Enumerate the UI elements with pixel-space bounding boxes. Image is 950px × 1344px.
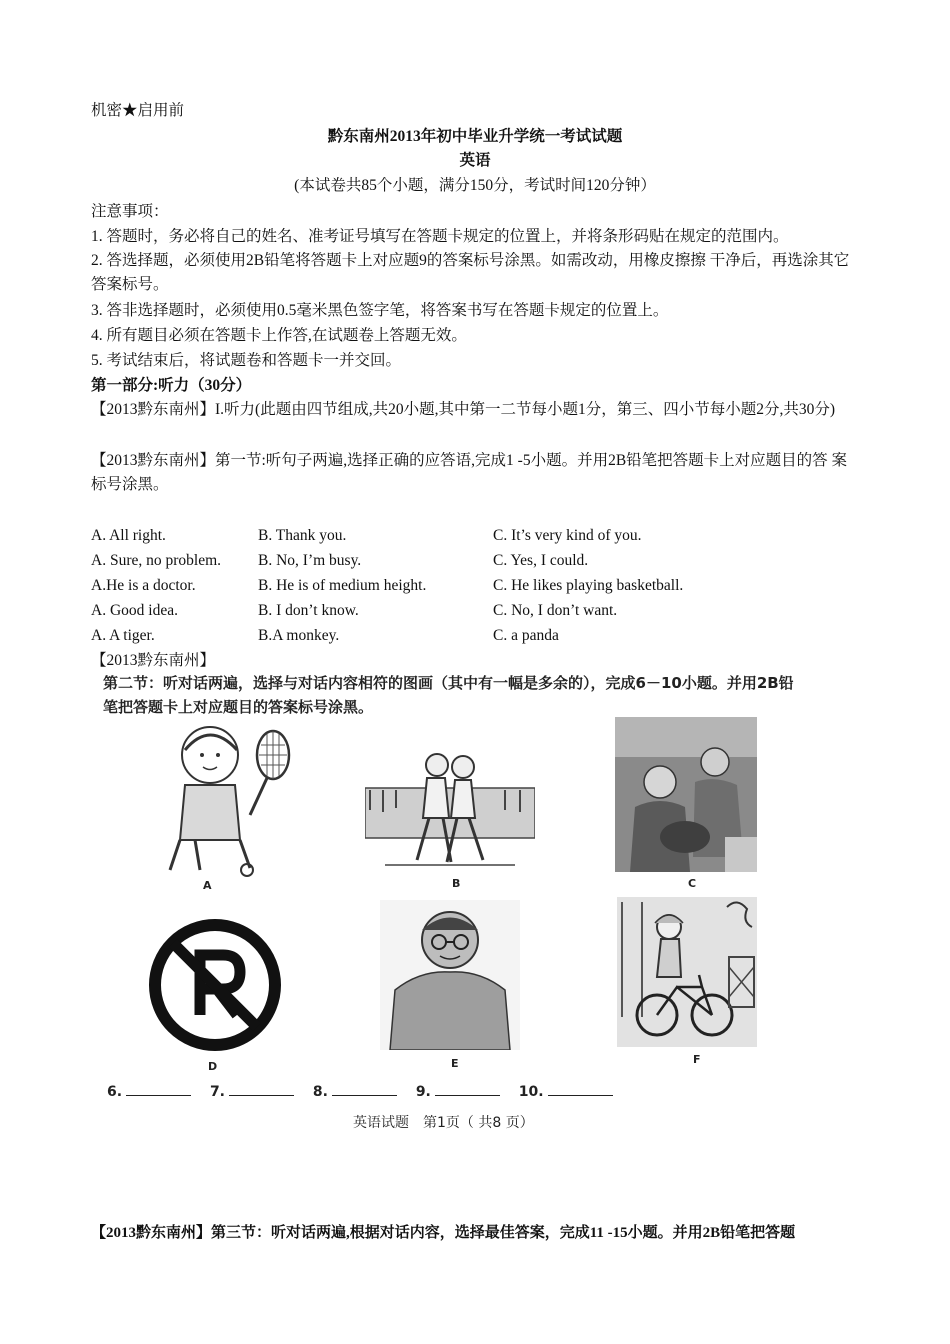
section2-instruction: 第二节：听对话两遍，选择与对话内容相符的图画（其中有一幅是多余的），完成6－10小题。并用2B铅笔把答题卡上对应题目的答案标号涂黑。 <box>103 674 794 716</box>
blank-9-line[interactable] <box>435 1083 500 1096</box>
q5-option-c: C. a panda <box>493 627 559 644</box>
q2-option-b: B. No, I’m busy. <box>258 552 362 569</box>
two-children-walking-icon <box>365 750 535 870</box>
picture-c-label: C <box>688 877 697 890</box>
page-footer: 英语试题 第1页（ 共8 页） <box>353 1115 534 1131</box>
blank-7-number: 7. <box>209 1084 225 1100</box>
picture-d-label: D <box>208 1060 218 1073</box>
blank-10-number: 10. <box>518 1084 544 1100</box>
note-1: 1. 答题时，务必将自己的姓名、准考证号填写在答题卡规定的位置上，并将条形码贴在规定的范围内。 <box>91 228 789 245</box>
q3-option-b: B. He is of medium height. <box>258 577 427 594</box>
section1-instruction: 【2013黔东南州】第一节:听句子两遍,选择正确的应答语,完成1 -5小题。并用2B铅笔把答题卡上对应题目的答 案标号涂黑。 <box>91 452 848 493</box>
q1-option-b: B. Thank you. <box>258 527 347 544</box>
section3-instruction: 【2013黔东南州】第三节：听对话两遍,根据对话内容，选择最佳答案，完成11 -15小题。并用2B铅笔把答题 <box>91 1225 796 1241</box>
scanned-section2 <box>95 665 815 1140</box>
exam-info: (本试卷共85个小题，满分150分，考试时间120分钟） <box>294 177 656 194</box>
confidential-label: 机密★启用前 <box>91 102 185 119</box>
girl-with-tennis-racket-icon <box>155 720 305 880</box>
note-5: 5. 考试结束后，将试题卷和答题卡一并交回。 <box>91 352 402 369</box>
q2-option-a: A. Sure, no problem. <box>91 552 222 569</box>
blank-9-number: 9. <box>415 1084 431 1100</box>
q2-option-c: C. Yes, I could. <box>493 552 589 569</box>
boy-riding-bicycle-icon <box>617 897 757 1047</box>
q3-option-a: A.He is a doctor. <box>91 577 196 594</box>
subject-title: 英语 <box>459 152 491 169</box>
blank-7-line[interactable] <box>229 1083 294 1096</box>
picture-f-label: F <box>693 1053 701 1066</box>
picture-e-label: E <box>451 1057 459 1070</box>
blank-10-line[interactable] <box>548 1083 613 1096</box>
section2-tag: 【2013黔东南州】 <box>91 652 216 669</box>
blank-8-line[interactable] <box>332 1083 397 1096</box>
blank-8-number: 8. <box>312 1084 328 1100</box>
part1-heading: 第一部分:听力（30分） <box>91 377 252 394</box>
notes-heading: 注意事项： <box>91 203 169 220</box>
q4-option-c: C. No, I don’t want. <box>493 602 618 619</box>
answer-blanks <box>107 1083 627 1100</box>
picture-a-label: A <box>203 879 212 892</box>
no-parking-sign-icon <box>145 915 285 1055</box>
q1-option-c: C. It’s very kind of you. <box>493 527 642 544</box>
blank-6-number: 6. <box>107 1084 123 1100</box>
q4-option-b: B. I don’t know. <box>258 602 359 619</box>
note-4: 4. 所有题目必须在答题卡上作答,在试题卷上答题无效。 <box>91 327 467 344</box>
q1-option-a: A. All right. <box>91 527 166 544</box>
note-3: 3. 答非选择题时，必须使用0.5毫米黑色签字笔，将答案书写在答题卡规定的位置上。 <box>91 302 669 319</box>
part1-intro: 【2013黔东南州】I.听力(此题由四节组成,共20小题,其中第一二节每小题1分，第三、四小节每小题2分,共30分) <box>91 401 835 418</box>
note-2: 2. 答选择题，必须使用2B铅笔将答题卡上对应题9的答案标号涂黑。如需改动，用橡皮擦擦 干净后，再选涂其它答案标号。 <box>91 252 850 293</box>
q5-option-b: B.A monkey. <box>258 627 340 644</box>
q4-option-a: A. Good idea. <box>91 602 178 619</box>
boy-with-glasses-icon <box>380 900 520 1050</box>
picture-b-label: B <box>452 877 461 890</box>
people-indoors-icon <box>615 717 757 872</box>
exam-title: 黔东南州2013年初中毕业升学统一考试试题 <box>327 128 623 145</box>
q3-option-c: C. He likes playing basketball. <box>493 577 684 594</box>
blank-6-line[interactable] <box>126 1083 191 1096</box>
q5-option-a: A. A tiger. <box>91 627 155 644</box>
